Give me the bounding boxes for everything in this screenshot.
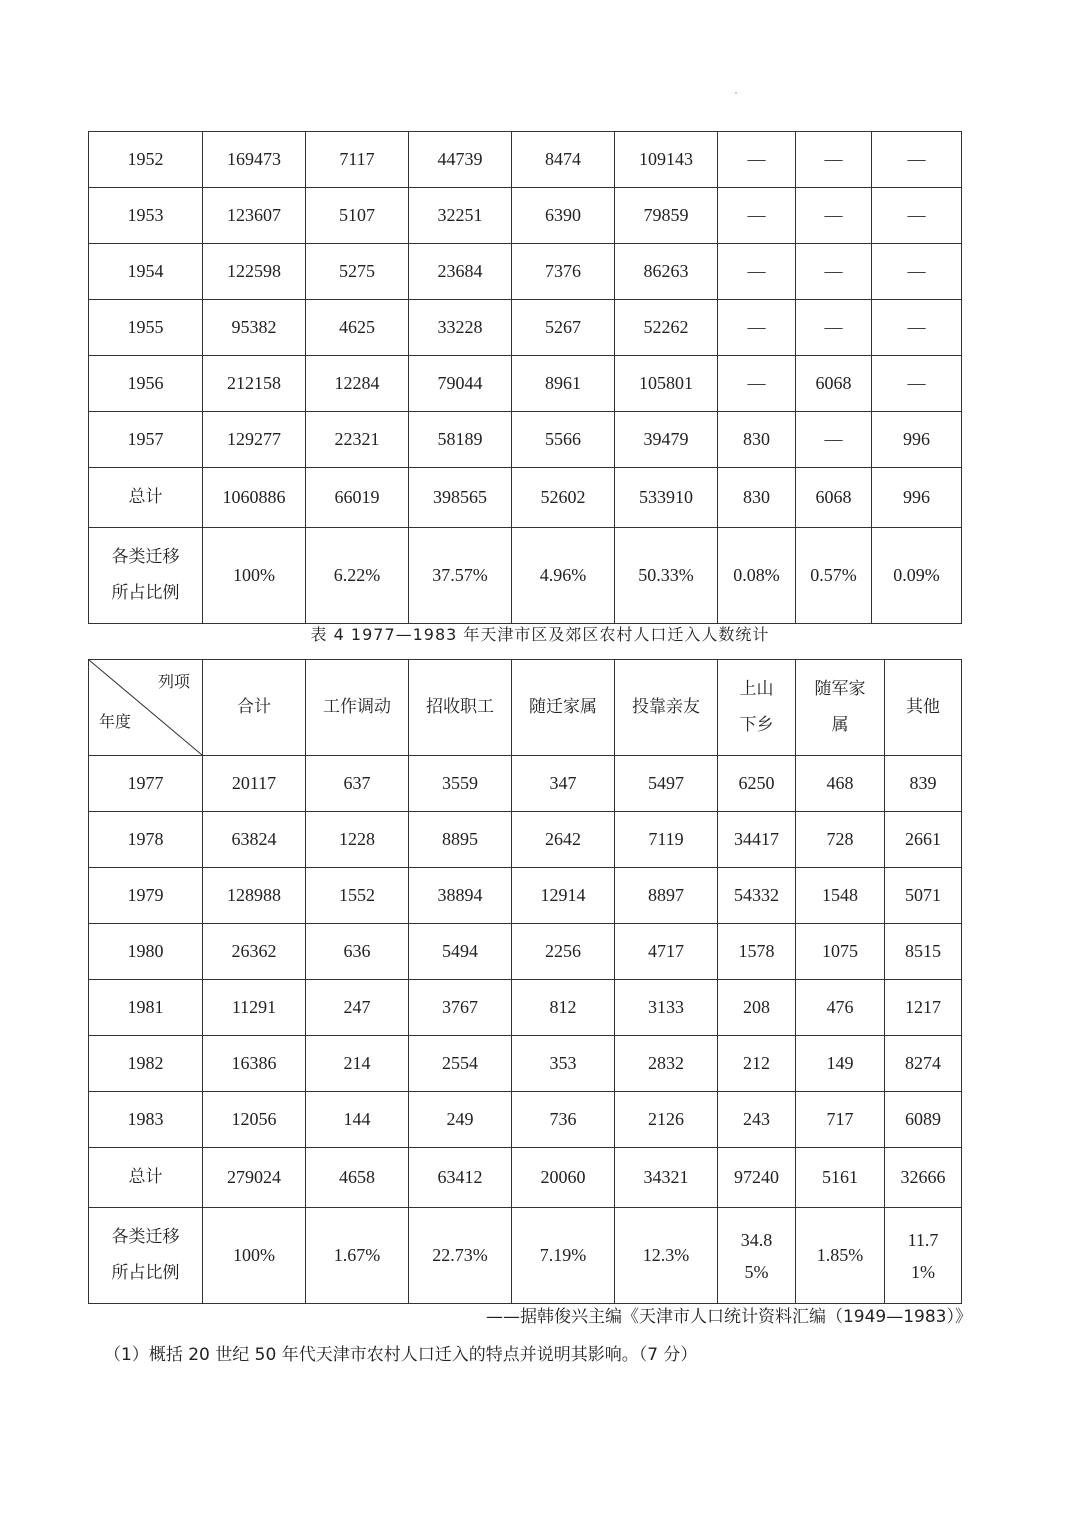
data-cell: 996 [872,412,962,468]
ratio-label-cell-line2: 所占比例 [111,582,180,603]
data-cell: 22321 [306,412,409,468]
table-row [89,1148,962,1208]
data-cell: — [872,356,962,412]
row-label-cell: 1955 [89,300,203,356]
data-cell: 2661 [885,812,962,868]
migration-table-4 [88,659,962,1304]
data-cell: 129277 [203,412,306,468]
data-cell: 249 [409,1092,512,1148]
data-cell: 5497 [615,756,718,812]
data-cell: 3767 [409,980,512,1036]
ratio-cell: 0.08% [718,528,796,624]
corner-header-cell [89,660,203,756]
table-row [89,868,962,924]
data-cell: 6068 [796,356,872,412]
header-recruitment: 招收职工 [409,660,512,756]
data-cell: 1228 [306,812,409,868]
data-cell: 398565 [409,468,512,528]
row-label-cell: 1982 [89,1036,203,1092]
header-sent-down-line1: 上山 [739,678,774,699]
ratio-label-cell-line1: 各类迁移 [111,546,180,567]
data-cell: 32666 [885,1148,962,1208]
ratio-cell: 6.22% [306,528,409,624]
data-cell: — [796,188,872,244]
data-cell: 212 [718,1036,796,1092]
data-cell: 7117 [306,132,409,188]
data-cell: 79044 [409,356,512,412]
row-label-cell: 1980 [89,924,203,980]
data-cell: 52262 [615,300,718,356]
data-cell: 20060 [512,1148,615,1208]
ratio-cell-other-line1: 11.7 [907,1229,939,1250]
migration-table-1950s [88,131,962,624]
data-cell: 149 [796,1036,885,1092]
data-cell: — [796,300,872,356]
ratio-cell: 7.19% [512,1208,615,1304]
data-cell: — [718,300,796,356]
data-cell: 16386 [203,1036,306,1092]
data-cell: 4658 [306,1148,409,1208]
data-cell: 7376 [512,244,615,300]
table-row [89,924,962,980]
ratio-cell: 100% [203,528,306,624]
data-cell: 279024 [203,1148,306,1208]
data-cell: 8961 [512,356,615,412]
header-relatives: 投靠亲友 [615,660,718,756]
data-cell: 347 [512,756,615,812]
data-cell: 128988 [203,868,306,924]
ratio-cell: 0.09% [872,528,962,624]
data-cell: 243 [718,1092,796,1148]
data-cell: 105801 [615,356,718,412]
header-family: 随迁家属 [512,660,615,756]
data-cell: — [872,244,962,300]
data-cell: 97240 [718,1148,796,1208]
data-cell: 2554 [409,1036,512,1092]
data-cell: — [718,244,796,300]
data-cell: 6089 [885,1092,962,1148]
data-cell: 95382 [203,300,306,356]
data-cell: 8474 [512,132,615,188]
ratio-cell: 1.67% [306,1208,409,1304]
header-sent-down [718,660,796,756]
data-cell: 86263 [615,244,718,300]
data-cell: 38894 [409,868,512,924]
table-row [89,756,962,812]
table-row [89,188,962,244]
table-row [89,300,962,356]
row-label-cell: 1953 [89,188,203,244]
row-label-cell: 1952 [89,132,203,188]
data-cell: 58189 [409,412,512,468]
data-cell: — [718,188,796,244]
data-cell: 2642 [512,812,615,868]
data-cell: 5107 [306,188,409,244]
data-cell: 6250 [718,756,796,812]
data-cell: 8515 [885,924,962,980]
data-cell: 1075 [796,924,885,980]
data-cell: 6068 [796,468,872,528]
data-cell: 996 [872,468,962,528]
ratio-cell-other-line2: 1% [911,1261,935,1282]
table-row [89,412,962,468]
data-cell: 637 [306,756,409,812]
data-cell: 468 [796,756,885,812]
data-cell: 736 [512,1092,615,1148]
corner-column-label: 列项 [157,672,190,691]
data-cell: 123607 [203,188,306,244]
ratio-cell-military-family: 1.85% [796,1208,885,1304]
data-cell: 5161 [796,1148,885,1208]
ratio-cell: 22.73% [409,1208,512,1304]
data-cell: 2832 [615,1036,718,1092]
ratio-cell-sent-down-line2: 5% [744,1261,769,1282]
data-cell: 63824 [203,812,306,868]
data-cell: 533910 [615,468,718,528]
header-military-family-line2: 属 [831,714,849,735]
data-cell: 1217 [885,980,962,1036]
ratio-row [89,528,962,624]
data-cell: 39479 [615,412,718,468]
ratio-cell: 37.57% [409,528,512,624]
table-row [89,812,962,868]
data-cell: 1060886 [203,468,306,528]
table-row [89,132,962,188]
data-cell: 2256 [512,924,615,980]
data-cell: 728 [796,812,885,868]
data-cell: 5071 [885,868,962,924]
data-cell: 12914 [512,868,615,924]
data-cell: — [718,356,796,412]
ratio-row [89,1208,962,1304]
data-cell: 5275 [306,244,409,300]
table-row [89,1092,962,1148]
data-cell: — [872,188,962,244]
row-label-cell: 1983 [89,1092,203,1148]
table-row [89,468,962,528]
data-cell: 169473 [203,132,306,188]
data-cell: 26362 [203,924,306,980]
header-military-family [796,660,885,756]
ratio-label-cell [89,1208,203,1304]
ratio-cell: 12.3% [615,1208,718,1304]
data-cell: 109143 [615,132,718,188]
header-total: 合计 [203,660,306,756]
corner-row-label: 年度 [99,711,132,731]
ratio-label-cell [89,528,203,624]
header-sent-down-line2: 下乡 [739,714,774,735]
row-label-cell: 1978 [89,812,203,868]
data-cell: 34321 [615,1148,718,1208]
table-row [89,356,962,412]
ratio-cell: 0.57% [796,528,872,624]
ratio-cell: 4.96% [512,528,615,624]
data-cell: — [796,132,872,188]
row-label-cell: 总计 [89,468,203,528]
data-cell: 12056 [203,1092,306,1148]
data-cell: 144 [306,1092,409,1148]
data-cell: 5267 [512,300,615,356]
data-cell: 3133 [615,980,718,1036]
source-citation: ——据韩俊兴主编《天津市人口统计资料汇编（1949—1983）》 [485,1307,972,1327]
data-cell: — [796,412,872,468]
data-cell: 830 [718,468,796,528]
ratio-label-cell-line2: 所占比例 [111,1262,180,1283]
data-cell: 2126 [615,1092,718,1148]
data-cell: 122598 [203,244,306,300]
table-4-caption: 表 4 1977—1983 年天津市区及郊区农村人口迁入人数统计 [310,625,770,644]
data-cell: 23684 [409,244,512,300]
row-label-cell: 1979 [89,868,203,924]
data-cell: 8274 [885,1036,962,1092]
header-military-family-line1: 随军家 [814,678,866,699]
data-cell: 63412 [409,1148,512,1208]
data-cell: 3559 [409,756,512,812]
data-cell: 8895 [409,812,512,868]
table-row [89,980,962,1036]
data-cell: 1548 [796,868,885,924]
ratio-cell-other [885,1208,962,1304]
data-cell: 6390 [512,188,615,244]
question-1: （1）概括 20 世纪 50 年代天津市农村人口迁入的特点并说明其影响。（7 分） [104,1345,698,1365]
data-cell: 214 [306,1036,409,1092]
row-label-cell: 1981 [89,980,203,1036]
data-cell: 1552 [306,868,409,924]
data-cell: — [718,132,796,188]
data-cell: 32251 [409,188,512,244]
data-cell: 839 [885,756,962,812]
ratio-cell-sent-down [718,1208,796,1304]
row-label-cell: 1954 [89,244,203,300]
row-label-cell: 总计 [89,1148,203,1208]
data-cell: 636 [306,924,409,980]
data-cell: — [872,132,962,188]
data-cell: — [872,300,962,356]
data-cell: 20117 [203,756,306,812]
data-cell: 5494 [409,924,512,980]
ratio-label-cell-line1: 各类迁移 [111,1226,180,1247]
data-cell: 212158 [203,356,306,412]
row-label-cell: 1977 [89,756,203,812]
data-cell: 476 [796,980,885,1036]
data-cell: 208 [718,980,796,1036]
data-cell: 5566 [512,412,615,468]
data-cell: 66019 [306,468,409,528]
data-cell: 33228 [409,300,512,356]
ratio-cell: 50.33% [615,528,718,624]
data-cell: 4625 [306,300,409,356]
data-cell: 52602 [512,468,615,528]
data-cell: 7119 [615,812,718,868]
row-label-cell: 1957 [89,412,203,468]
data-cell: 54332 [718,868,796,924]
row-label-cell: 1956 [89,356,203,412]
table-row [89,244,962,300]
data-cell: 11291 [203,980,306,1036]
data-cell: 247 [306,980,409,1036]
data-cell: 830 [718,412,796,468]
scan-dot [735,92,737,94]
data-cell: 12284 [306,356,409,412]
header-job-transfer: 工作调动 [306,660,409,756]
data-cell: 79859 [615,188,718,244]
header-other: 其他 [885,660,962,756]
data-cell: 34417 [718,812,796,868]
data-cell: 1578 [718,924,796,980]
data-cell: — [796,244,872,300]
data-cell: 717 [796,1092,885,1148]
data-cell: 812 [512,980,615,1036]
ratio-cell-sent-down-line1: 34.8 [740,1229,773,1250]
data-cell: 353 [512,1036,615,1092]
ratio-cell: 100% [203,1208,306,1304]
data-cell: 4717 [615,924,718,980]
table-row [89,1036,962,1092]
data-cell: 8897 [615,868,718,924]
data-cell: 44739 [409,132,512,188]
